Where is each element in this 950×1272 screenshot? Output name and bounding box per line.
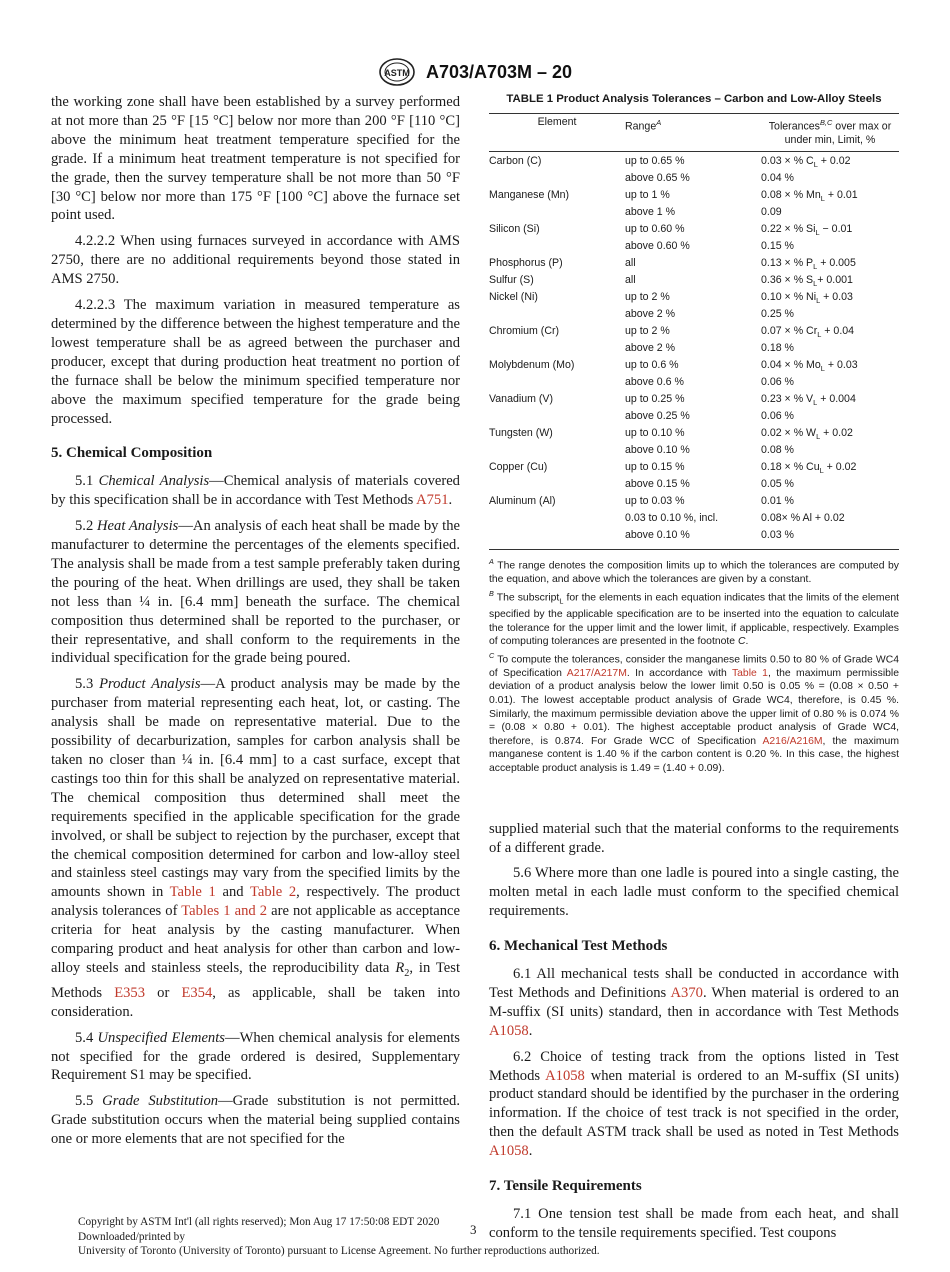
paragraph-7-1: 7.1 One tension test shall be made from each heat, and shall conform to the tensile requirements specified. Test coupons [489,1206,899,1241]
svg-text:ASTM: ASTM [384,68,410,78]
cell-tolerance: 0.08× % Al + 0.02 [761,512,845,525]
cell-element: Silicon (Si) [489,222,540,235]
link-a1058[interactable]: A1058 [489,1022,529,1039]
cell-tolerance: 0.08 × % $Mn_L + 0.01$ [761,188,858,203]
cell-tolerance: 0.09 [761,205,782,218]
footer-downloaded: Downloaded/printed by [78,1230,185,1243]
cell-tolerance: 0.05 % [761,478,794,491]
cell-range: up to 0.25 % [625,393,685,406]
document-id: A703/A703M – 20 [425,61,573,82]
table-row [489,342,899,359]
cell-tolerance: 0.36 × % $S_L+ 0.001$ [761,273,853,289]
cell-element [489,512,625,529]
cell-element: Carbon (C) [489,154,542,167]
cell-tolerance: 0.02 × % $W_L + 0.02$ [761,427,853,442]
cell-element: Vanadium (V) [489,393,553,406]
cell-tolerance: 0.08 % [761,444,794,457]
paragraph-5-5-continued: supplied material such that the material conforms to the requirements of a different grade. [489,820,899,856]
table-row [489,291,899,308]
cell-element [489,172,625,189]
table-row [489,478,899,495]
table-row [489,206,899,223]
paragraph-4-2-2-3: 4.2.2.3 The maximum variation in measured temperature as determined by the difference between the highest temperature and the lowest temperature shall be as agreed between the purchaser and producer, except that during production heat treatment no portion of the furnace shall be below the minimum specified temperature nor above the maximum specified temperature for the grade being processed. [51,297,460,427]
table-row [489,189,899,206]
cell-element: Aluminum (Al) [489,495,556,508]
paragraph-5-4: 5.4 Unspecified Elements—When chemical analysis for elements not specified for the grade ordered is desired, Supplementary Requirement S1 may be specified. [51,1029,460,1084]
section-7-heading: 7. Tensile Requirements [489,1178,642,1195]
link-a216[interactable]: A216/A216M [762,735,823,747]
paragraph-5-5: 5.5 Grade Substitution—Grade substitution is not permitted. Grade substitution occurs when the material being supplied contains one or more elements that are not specified for the [51,1093,460,1148]
cell-tolerance: 0.06 % [761,410,794,423]
header-tolerances: Tolerances$^{B,C}$ over max or under min, Limit, % [761,113,899,151]
cell-tolerance: 0.04 % [761,171,794,184]
cell-element [489,308,625,325]
table-row [489,240,899,257]
cell-range: above 0.10 % [625,529,761,550]
cell-tolerance: 0.03 × % $C_L + 0.02$ [761,154,851,169]
page-footer [78,1215,938,1259]
cell-range: above 2 % [625,342,676,355]
table-row [489,512,899,529]
table-1-footnotes [489,555,899,775]
cell-range: up to 2 % [625,290,670,303]
paragraph-5-3: 5.3 Product Analysis—A product analysis may be made by the purchaser from material representing each heat, lot, or casting. The analysis shall be made on representative material. Due to the possibility of decarburization, samples for carbon analysis shall be taken no closer than ¼ in. [6.4 mm] to a cast surface, except that castings too thin for this shall be analyzed on representative material. The chemical composition thus determined shall meet the requirements specified in the applicable specification for the grade involved, or shall be subject to rejection by the purchaser, except that the chemical composition determined for carbon and low-alloy steel and stainless steel castings may vary from the specified limits by the amounts shown in Table 1 and Table 2, respectively. The product analysis tolerances of Tables 1 and 2 are not applicable as acceptance criteria for heat analysis by the casting manufacturer. When comparing product and heat analysis for other than carbon and low-alloy steels and stainless steels, the reproducibility data $R_2$, in Test Methods E353 or E354, as applicable, shall be taken into consideration. [51,676,461,1020]
paragraph-6-2: 6.2 Choice of testing track from the options listed in Test Methods A1058 when material is ordered to an M-suffix (SI units) product standard should be identified by the purchaser in the ordering information. If the choice of test track is not specified in the order, then the default ASTM track shall be used as noted in Test Methods A1058. [489,1048,899,1160]
footnote-b: $^B$ The subscript$_L$ for the elements in each equation indicates that the limits of the element specified by the applicable specification are to be inserted into the equation to calculate the tolerance for the upper limit and the lower limit, if applicable, respectively. Examples of computing tolerances are presented in the footnote C. [489,588,900,648]
header-range: Range$^A$ [625,113,761,151]
cell-range: above 2 % [625,307,676,320]
link-a751[interactable]: A751 [416,492,449,509]
cell-element: Copper (Cu) [489,461,548,474]
cell-range: all [625,256,636,269]
table-row [489,393,899,410]
cell-tolerance: 0.13 × % $P_L + 0.005$ [761,256,856,272]
cell-range: all [625,273,636,286]
table-row [489,274,899,291]
cell-range: up to 2 % [625,325,670,337]
cell-range: above 0.6 % [625,376,684,389]
cell-tolerance: 0.22 × % $Si_L - 0.01$ [761,222,853,238]
cell-element [489,444,625,461]
link-tables-1-2[interactable]: Tables 1 and 2 [181,903,268,920]
cell-element: Phosphorus (P) [489,256,563,269]
cell-tolerance: 0.15 % [761,239,794,252]
footnote-a: $^A$ The range denotes the composition limits up to which the tolerances are computed by the equation, and above which the tolerances are given by a constant. [489,557,899,586]
cell-element [489,240,625,257]
paragraph-5-6: 5.6 Where more than one ladle is poured into a single casting, the molten metal in each ladle must conform to the specified chemical requirements. [489,865,899,920]
section-5-heading: 5. Chemical Composition [51,445,213,462]
cell-tolerance: 0.25 % [761,307,794,320]
table-row [489,376,899,393]
paragraph-5-1: 5.1 Chemical Analysis—Chemical analysis of materials covered by this specification shall be in accordance with Test Methods A751. [51,473,460,509]
cell-tolerance: 0.23 × % $V_L + 0.004$ [761,393,856,408]
astm-logo-icon [378,57,416,87]
cell-tolerance: 0.18 × % $Cu_L + 0.02$ [761,461,857,476]
cell-tolerance: 0.18 % [761,342,794,355]
link-table-2[interactable]: Table 2 [249,884,297,901]
cell-element [489,206,625,223]
cell-range: above 1 % [625,205,676,218]
table-header-row [489,113,899,151]
table-row [489,410,899,427]
cell-element: Sulfur (S) [489,273,534,286]
table-row [489,495,899,512]
cell-range: up to 1 % [625,188,670,201]
cell-range: up to 0.6 % [625,359,679,372]
table-row [489,444,899,461]
cell-tolerance: 0.06 % [761,376,794,389]
cell-range: 0.03 to 0.10 %, incl. [625,512,719,525]
table-row [489,461,899,478]
paragraph-6-1: 6.1 All mechanical tests shall be conducted in accordance with Test Methods and Definitions A370. When material is ordered to an M-suffix (SI units) standard, then in accordance with Test Methods A1058. [489,966,899,1039]
section-6-heading: 6. Mechanical Test Methods [489,938,668,955]
cell-range: above 0.65 % [625,171,690,184]
link-table-1-note[interactable]: Table 1 [731,667,768,679]
cell-element [489,376,625,393]
right-column [489,93,899,1250]
header-element: Element [489,113,625,151]
table-1-body [489,151,899,549]
cell-range: up to 0.15 % [625,461,685,474]
cell-range: above 0.10 % [625,444,690,457]
link-a1058-c[interactable]: A1058 [489,1143,529,1160]
cell-range: above 0.25 % [625,410,690,423]
cell-range: up to 0.60 % [625,222,685,235]
cell-element [489,478,625,495]
cell-element [489,342,625,359]
cell-element [489,410,625,427]
table-row [489,172,899,189]
cell-tolerance: 0.04 × % $Mo_L + 0.03$ [761,359,858,374]
table-row [489,257,899,274]
table-row [489,308,899,325]
link-table-1[interactable]: Table 1 [169,884,216,901]
footer-copyright: Copyright by ASTM Int'l (all rights reserved); Mon Aug 17 17:50:08 EDT 2020 [78,1216,440,1228]
table-row [489,359,899,376]
cell-range: above 0.60 % [625,239,690,252]
cell-range: up to 0.03 % [625,495,685,508]
cell-element: Nickel (Ni) [489,290,538,303]
cell-tolerance: 0.01 % [761,495,794,508]
cell-element: Molybdenum (Mo) [489,359,575,372]
cell-element [489,529,625,550]
paragraph-4-2-2-2: 4.2.2.2 When using furnaces surveyed in accordance with AMS 2750, there are no additional requirements beyond those stated in AMS 2750. [51,233,460,288]
link-a370[interactable]: A370 [670,984,703,1001]
link-a1058-b[interactable]: A1058 [545,1067,585,1084]
link-a217[interactable]: A217/A217M [566,667,627,679]
footer-license: University of Toronto (University of Toronto) pursuant to License Agreement. No further reproductions authorized. [78,1245,600,1257]
cell-element: Tungsten (W) [489,427,553,440]
paragraph-4-2-2-1-continued: the working zone shall have been established by a survey performed at not more than 25 °F [15 °C] below nor more than 200 °F [110 °C] above the minimum heat treatment temperature specified for the grade. If a minimum heat treatment temperature is not specified for the grade, then the survey temperature shall be not more than 50 °F [30 °C] below nor more than 175 °F [100 °C] above the furnace set point used. [51,94,460,224]
cell-range: up to 0.10 % [625,427,685,440]
left-column [51,93,460,1156]
cell-tolerance: 0.10 × % $Ni_L + 0.03$ [761,290,853,306]
table-row [489,223,899,240]
page-header [0,57,950,87]
paragraph-5-2: 5.2 Heat Analysis—An analysis of each heat shall be made by the manufacturer to determine the percentages of the elements specified. The analysis shall be made from a test sample preferably taken during the pouring of the heat. When drillings are used, they shall be taken not less than ¼ in. [6.4 mm] beneath the surface. The chemical composition thus determined shall be reported to the purchaser, or their representative, and shall conform to the requirements in the individual specification for the grade being poured. [51,518,460,667]
table-row [489,151,899,172]
cell-range: above 0.15 % [625,478,690,491]
table-row [489,325,899,342]
cell-element: Manganese (Mn) [489,188,570,201]
table-1-title: TABLE 1 Product Analysis Tolerances – Carbon and Low-Alloy Steels [506,93,882,105]
cell-tolerance: 0.07 × % $Cr_L + 0.04$ [761,325,855,340]
cell-element: Chromium (Cr) [489,325,560,337]
link-e354[interactable]: E354 [181,984,213,1001]
footnote-c: $^C$ To compute the tolerances, consider the manganese limits 0.50 to 80 % of Grade WC4 of Specification A217/A217M. In accordance with Table 1, the maximum permissible deviation of a product analysis below the lower limit 0.50 is 0.05 % = (0.08 × 0.50 + 0.01). The lowest acceptable product analysis of Grade WC4, therefore, is 0.45 %. Similarly, the maximum permissible deviation above the upper limit of 0.80 % is 0.074 % = (0.08 × 0.80 + 0.01). The highest acceptable product analysis of Grade WC4, therefore, is 0.874. For Grade WCC of Specification A216/A216M, the maximum manganese content is 1.40 % if the carbon content is 0.20 %. In this case, the highest acceptable product analysis is 1.49 = (1.40 + 0.09). [489,650,899,774]
page-number: 3 [470,1222,477,1237]
table-row [489,529,899,550]
table-row [489,427,899,444]
link-e353[interactable]: E353 [114,984,146,1001]
table-1 [489,113,899,551]
cell-range: up to 0.65 % [625,154,685,167]
cell-tolerance: 0.03 % [761,529,899,550]
